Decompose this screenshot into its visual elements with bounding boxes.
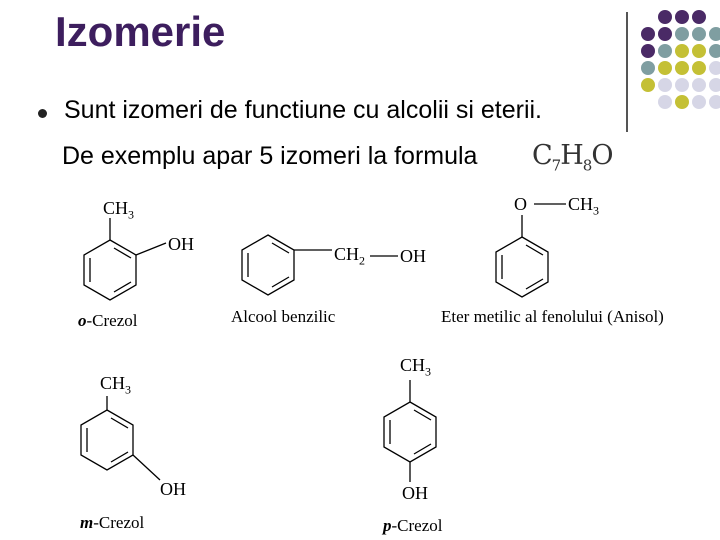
p-cresol-oh-group: OH bbox=[402, 483, 428, 503]
anisole-o-group: O bbox=[514, 194, 527, 214]
o-cresol-ring bbox=[84, 218, 166, 300]
o-cresol-label: o-Crezol bbox=[78, 311, 138, 330]
o-cresol-oh-group: OH bbox=[168, 234, 194, 254]
bullet-text: Sunt izomeri de functiune cu alcolii si eterii. bbox=[64, 96, 543, 124]
formula-intro-text: De exemplu apar 5 izomeri la formula bbox=[62, 142, 478, 170]
anisole-ring bbox=[496, 204, 566, 297]
benzyl-oh-group: OH bbox=[400, 246, 426, 266]
p-cresol-ch3-group: $CH_3$ bbox=[400, 355, 432, 379]
benzyl-alcohol-ring bbox=[242, 235, 398, 295]
p-cresol-label: p-Crezol bbox=[383, 516, 443, 535]
benzyl-alcohol-label: Alcool benzilic bbox=[231, 307, 336, 326]
slide-title: Izomerie bbox=[55, 8, 226, 55]
m-cresol-label: m-Crezol bbox=[80, 513, 145, 532]
anisole-ch3-group: $CH_3$ bbox=[568, 194, 600, 218]
m-cresol-ch3-group: $CH_3$ bbox=[100, 373, 132, 397]
p-cresol-ring bbox=[384, 380, 436, 482]
m-cresol-ring bbox=[81, 396, 160, 480]
molecular-formula: $C_7H_8O$ bbox=[532, 140, 613, 175]
benzyl-ch2-group: $CH_2$ bbox=[334, 244, 366, 268]
anisole-label: Eter metilic al fenolului (Anisol) bbox=[441, 307, 664, 326]
o-cresol-ch3-group: $CH_3$ bbox=[103, 198, 135, 222]
m-cresol-oh-group: OH bbox=[160, 479, 186, 499]
